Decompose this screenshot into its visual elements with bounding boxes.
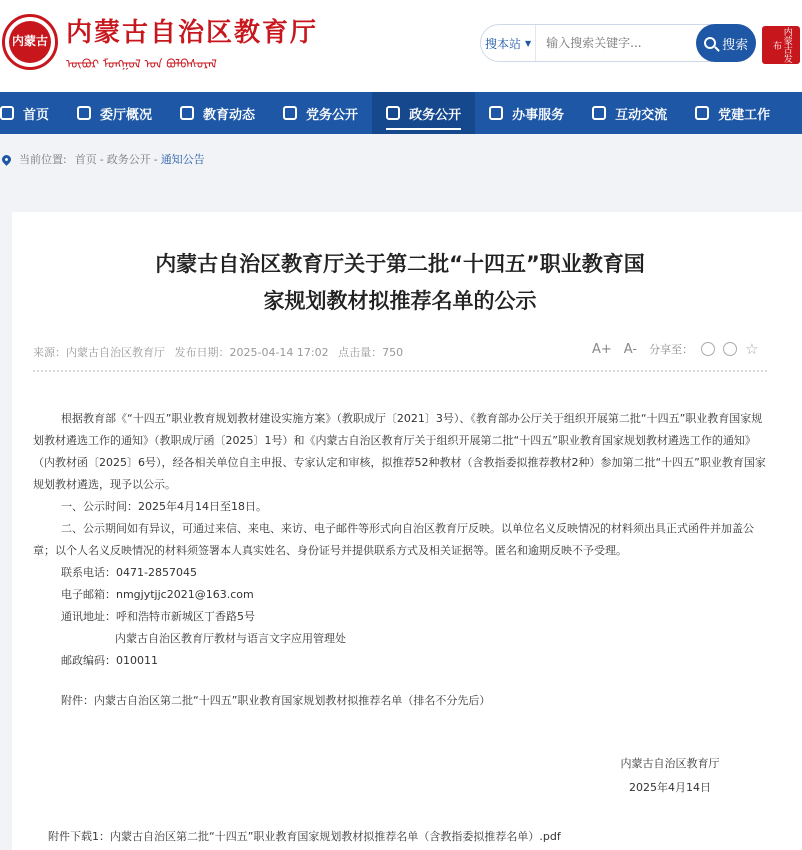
- nav-label: 互动交流: [615, 107, 668, 123]
- location-pin-icon: [0, 153, 13, 166]
- nav-item-party-affairs[interactable]: [269, 92, 372, 134]
- article-title-line1: 内蒙古自治区教育厅关于第二批“十四五”职业教育国: [155, 252, 645, 276]
- article-date: 发布日期：2025-04-14 17:02: [174, 346, 329, 359]
- share-label: 分享至：: [649, 343, 694, 356]
- list-icon: [180, 106, 194, 120]
- nav-item-gov-affairs[interactable]: [372, 92, 475, 134]
- nav-label: 办事服务: [512, 107, 565, 123]
- article-title: [100, 246, 700, 320]
- building-icon: [77, 106, 91, 120]
- article-views: 点击量：750: [338, 346, 404, 359]
- nav-label: 党务公开: [306, 107, 359, 123]
- breadcrumb-separator: -: [153, 152, 158, 166]
- meta-divider: [33, 370, 767, 372]
- caret-down-icon: ▼: [525, 38, 532, 48]
- article-paragraph: 一、公示时间：2025年4月14日至18日。: [61, 500, 267, 513]
- seal-logo[interactable]: 内蒙古发布: [762, 26, 800, 64]
- breadcrumb: [0, 134, 802, 184]
- clipboard-icon: [489, 106, 503, 120]
- font-decrease-button[interactable]: A-: [623, 341, 638, 357]
- nav-label: 政务公开: [409, 107, 462, 123]
- nav-label: 委厅概况: [100, 107, 153, 123]
- attachment-download-link[interactable]: 附件下载1：内蒙古自治区第二批“十四五”职业教育国家规划教材拟推荐名单（含教指委拟推荐名单）.pdf: [48, 830, 561, 843]
- nav-item-services[interactable]: [475, 92, 578, 134]
- search-scope-label: 搜本站: [485, 36, 522, 51]
- contact-address: 通讯地址：呼和浩特市新城区丁香路5号: [61, 610, 255, 623]
- article-paragraph: 根据教育部《“十四五”职业教育规划教材建设实施方案》（教职成厅〔2021〕3号）、《教育部办公厅关于组织开展第二批“十四五”职业教育国家规划教材遴选工作的通知》（教职成厅函〔2025〕1号）和《内蒙古自治区教育厅关于组织开展第二批“十四五”职业教育国家规划教材遴选工作的通知》（内教材函〔2025〕6号），经各相关单位自主申报、专家认定和审核，拟推荐52种教材（含教指委拟推荐教材2种）参加第二批“十四五”职业教育国家规划教材遴选，现予以公示。: [33, 412, 766, 491]
- contact-address-dept: 内蒙古自治区教育厅教材与语言文字应用管理处: [115, 632, 346, 645]
- emblem-text: 内蒙古: [9, 21, 51, 63]
- breadcrumb-home-link[interactable]: 首页: [74, 153, 97, 166]
- breadcrumb-section-link[interactable]: 政务公开: [106, 153, 151, 166]
- search-icon: [704, 37, 716, 49]
- article-body: [33, 408, 770, 712]
- nav-item-party-building[interactable]: [681, 92, 784, 134]
- article-title-line2: 家规划教材拟推荐名单的公示: [263, 289, 537, 313]
- nav-item-overview[interactable]: [63, 92, 166, 134]
- article-tools: [592, 341, 759, 357]
- home-icon: [0, 106, 14, 120]
- site-header: [0, 0, 802, 92]
- site-logo[interactable]: [2, 12, 318, 72]
- breadcrumb-label: 当前位置:: [19, 153, 67, 166]
- nav-label: 首页: [23, 107, 50, 123]
- article-paragraph: 二、公示期间如有异议，可通过来信、来电、来访、电子邮件等形式向自治区教育厅反映。以单位名义反映情况的材料须出具正式函件并加盖公章；以个人名义反映情况的材料须签署本人真实姓名、身份证号并提供联系方式及相关证据等。匿名和逾期反映不予受理。: [33, 522, 754, 557]
- site-name-cn: 内蒙古自治区教育厅: [66, 18, 319, 48]
- breadcrumb-current-link[interactable]: 通知公告: [160, 153, 205, 166]
- nav-item-interaction[interactable]: [578, 92, 681, 134]
- search-button[interactable]: [696, 24, 756, 62]
- attachment-note: 附件：内蒙古自治区第二批“十四五”职业教育国家规划教材拟推荐名单（排名不分先后）: [61, 694, 491, 707]
- main-nav: [0, 92, 802, 134]
- nav-label: 教育动态: [203, 107, 256, 123]
- signature-date: 2025年4月14日: [629, 781, 711, 794]
- contact-postcode: 邮政编码：010011: [61, 654, 158, 667]
- signature-block: [618, 752, 722, 800]
- article-source: 来源：内蒙古自治区教育厅: [33, 346, 165, 359]
- article-meta: [33, 344, 409, 360]
- site-name-mn: ᠥᠪᠥᠷ ᠮᠣᠩᠭᠣᠯ ᠤᠨ ᠪᠣᠯᠪᠠᠰᠤᠷᠠᠯ: [66, 57, 217, 71]
- chat-icon: [592, 106, 606, 120]
- search-bar: [480, 24, 756, 62]
- weibo-icon[interactable]: [701, 342, 715, 356]
- nav-item-news[interactable]: [166, 92, 269, 134]
- breadcrumb-separator: -: [99, 152, 104, 166]
- nav-label: 党建工作: [718, 107, 771, 123]
- wechat-icon[interactable]: [723, 342, 737, 356]
- signature-org: 内蒙古自治区教育厅: [620, 757, 720, 770]
- search-scope-select[interactable]: [481, 25, 536, 61]
- site-name: [66, 12, 318, 72]
- search-input[interactable]: [536, 25, 696, 61]
- search-button-label: 搜索: [722, 37, 749, 53]
- nav-item-home[interactable]: [0, 92, 63, 134]
- emblem-icon: [2, 14, 58, 70]
- contact-email: 电子邮箱：nmgjytjjc2021@163.com: [61, 588, 254, 601]
- document-icon: [283, 106, 297, 120]
- monitor-icon: [386, 106, 400, 120]
- flag-icon: [695, 106, 709, 120]
- contact-phone: 联系电话：0471-2857045: [61, 566, 197, 579]
- favorite-star-icon[interactable]: ☆: [745, 339, 759, 358]
- font-increase-button[interactable]: A+: [592, 341, 612, 357]
